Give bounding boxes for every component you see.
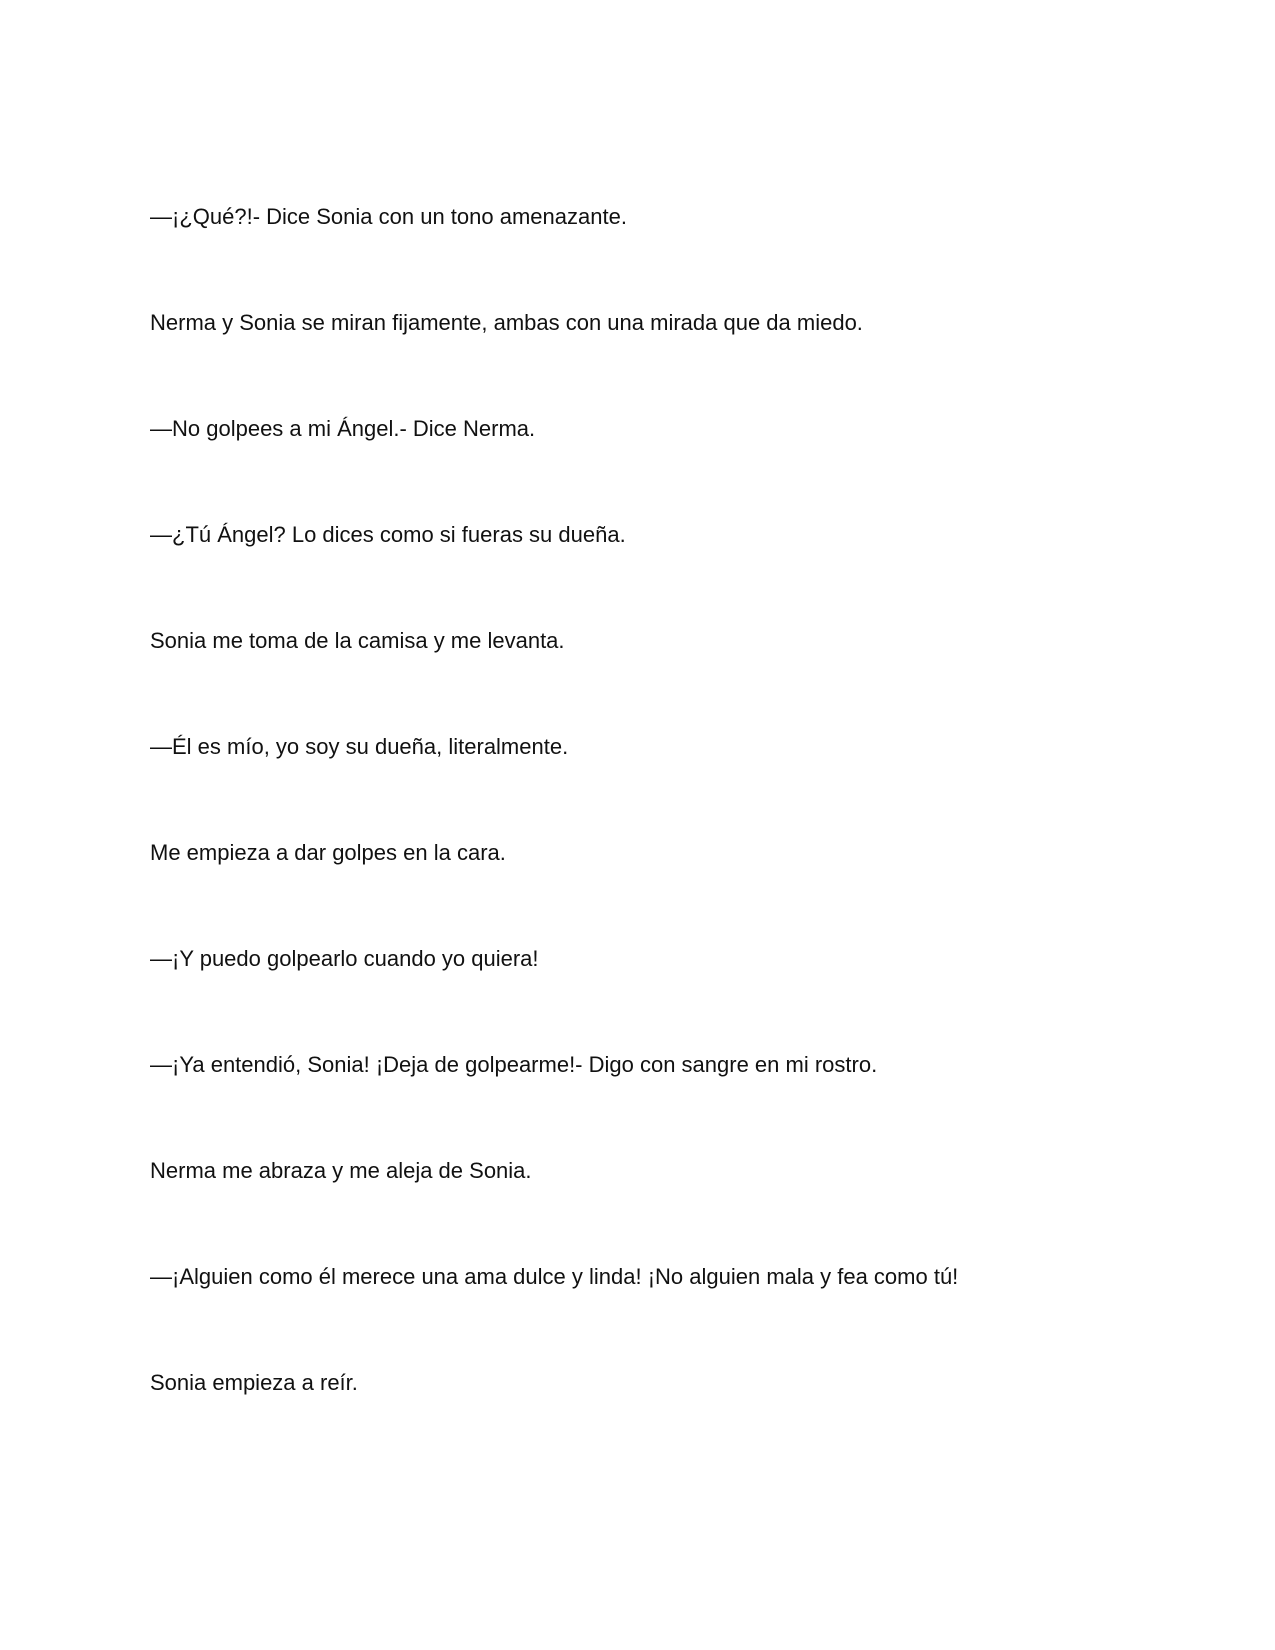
paragraph: Sonia empieza a reír. [150,1370,358,1395]
paragraph: —¡Ya entendió, Sonia! ¡Deja de golpearme!- Digo con sangre en mi rostro. [150,1052,878,1077]
paragraph: —¡Y puedo golpearlo cuando yo quiera! [150,946,539,971]
paragraph: —Él es mío, yo soy su dueña, literalmente. [150,734,569,759]
paragraph: Nerma y Sonia se miran fijamente, ambas con una mirada que da miedo. [150,310,863,335]
paragraph: —¡Alguien como él merece una ama dulce y linda! ¡No alguien mala y fea como tú! [150,1264,959,1289]
paragraph: —¡¿Qué?!- Dice Sonia con un tono amenazante. [150,204,627,229]
paragraph: Nerma me abraza y me aleja de Sonia. [150,1158,532,1183]
paragraph: Sonia me toma de la camisa y me levanta. [150,628,565,653]
paragraph: —No golpees a mi Ángel.- Dice Nerma. [150,416,536,441]
paragraph: —¿Tú Ángel? Lo dices como si fueras su dueña. [150,522,626,547]
paragraph: Me empieza a dar golpes en la cara. [150,840,506,865]
